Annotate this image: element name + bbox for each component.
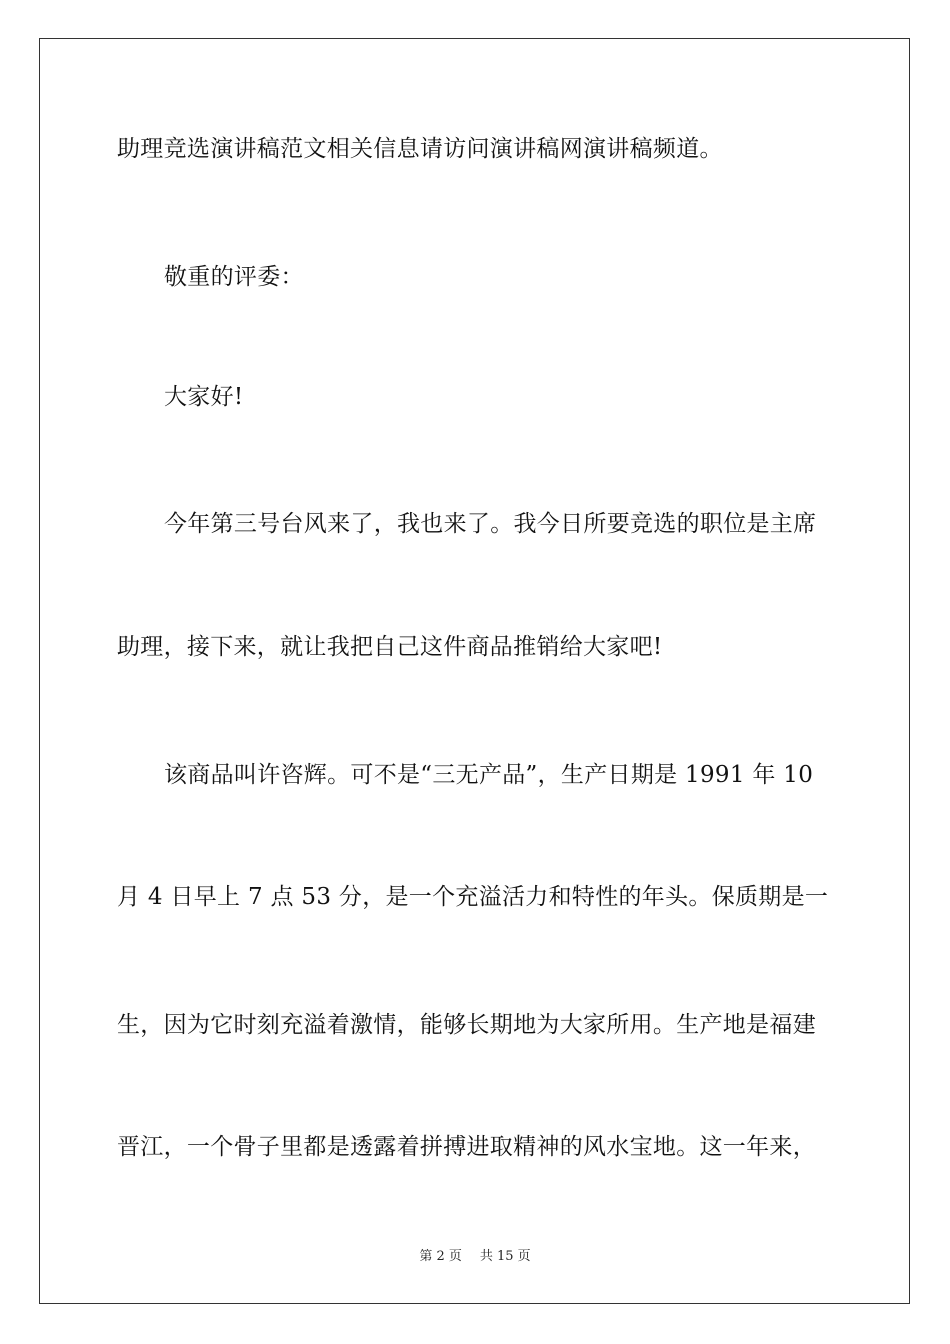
paragraph-line: 月 4 日早上 7 点 53 分，是一个充溢活力和特性的年头。保质期是一 — [117, 884, 829, 910]
page-footer — [0, 1248, 950, 1266]
paragraph-line: 该商品叫许咨辉。可不是“三无产品”，生产日期是 1991 年 10 — [164, 762, 814, 788]
page-number: 第 2 页 — [419, 1249, 462, 1264]
paragraph-line: 助理，接下来，就让我把自己这件商品推销给大家吧! — [117, 634, 663, 660]
paragraph-line: 助理竞选演讲稿范文相关信息请访问演讲稿网演讲稿频道。 — [117, 136, 723, 162]
page-border — [39, 38, 910, 1304]
paragraph-line: 晋江，一个骨子里都是透露着拼搏进取精神的风水宝地。这一年来， — [117, 1134, 816, 1160]
total-pages: 共 15 页 — [479, 1249, 531, 1264]
greeting-line: 大家好! — [164, 384, 244, 410]
paragraph-line: 今年第三号台风来了，我也来了。我今日所要竞选的职位是主席 — [164, 511, 817, 537]
paragraph-line: 生，因为它时刻充溢着激情，能够长期地为大家所用。生产地是福建 — [117, 1012, 816, 1038]
salutation-line: 敬重的评委： — [164, 264, 304, 290]
